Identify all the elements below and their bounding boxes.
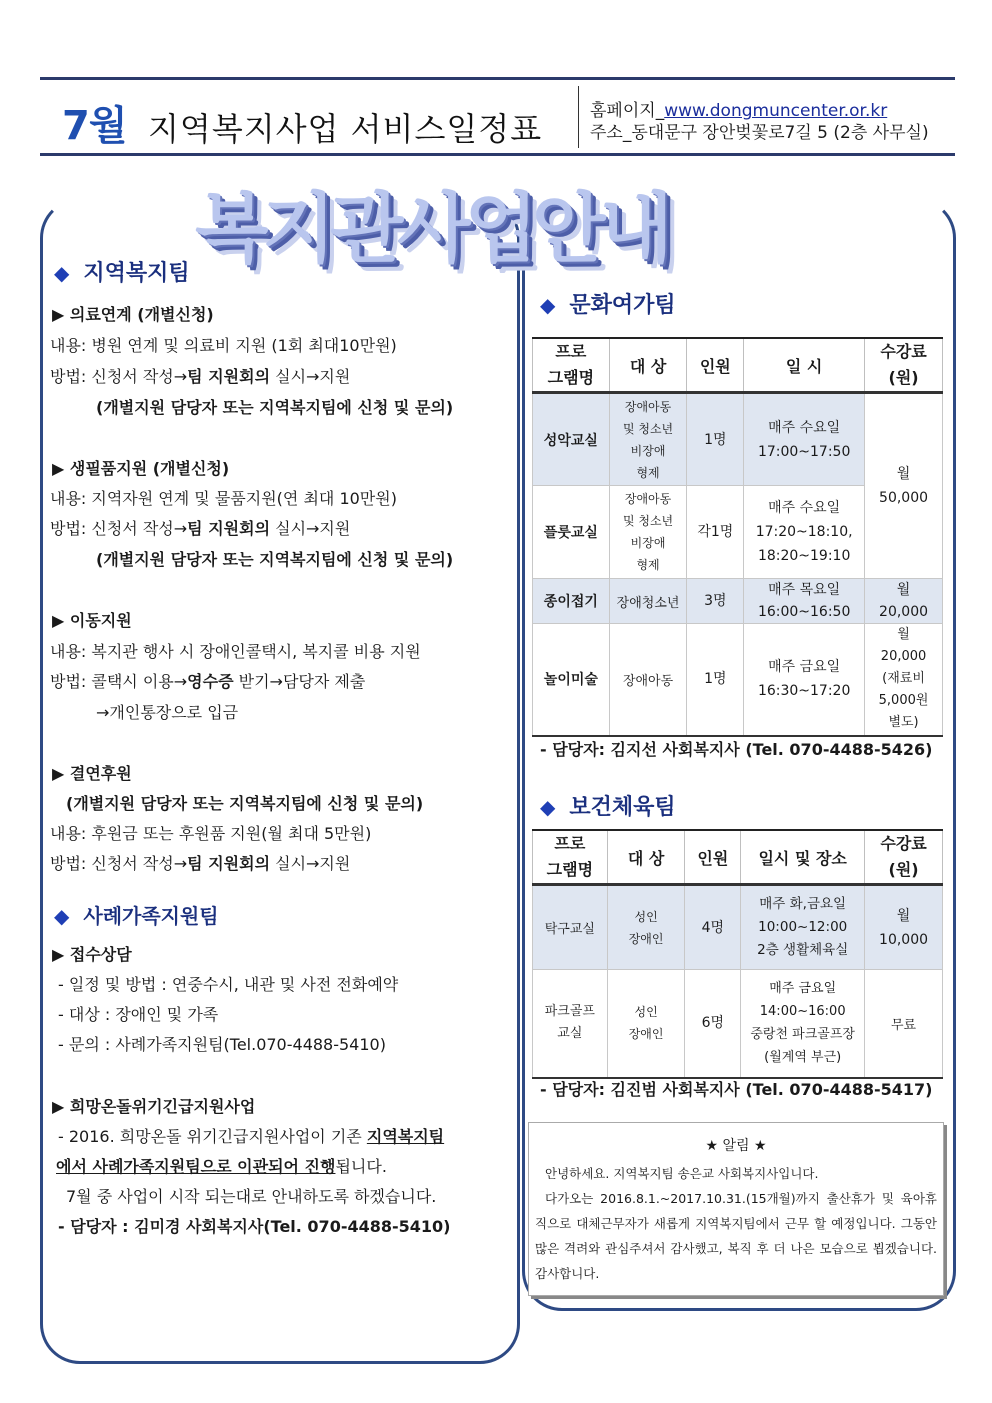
sponsor-method: 방법: 신청서 작성→팀 지원회의 실시→지원 xyxy=(50,854,351,873)
health-contact: - 담당자: 김진범 사회복지사 (Tel. 070-4488-5417) xyxy=(540,1080,933,1099)
program-people: 1명 xyxy=(687,624,744,736)
program-people: 각1명 xyxy=(687,486,744,579)
program-target: 성인 장애인 xyxy=(607,885,685,970)
header-top-rule xyxy=(40,77,955,80)
culture-header-row xyxy=(533,338,943,393)
health-header-row xyxy=(533,830,943,885)
homepage-label: 홈페이지_ xyxy=(590,101,665,121)
page-title: 지역복지사업 서비스일정표 xyxy=(148,110,543,148)
program-people: 4명 xyxy=(685,885,741,970)
program-target: 장애아동 xyxy=(609,624,687,736)
hope-line-1: - 2016. 희망온돌 위기긴급지원사업이 기존 지역복지팀 xyxy=(58,1127,445,1146)
program-target: 장애아동 및 청소년 비장애 형제 xyxy=(609,393,687,486)
move-method2: →개인통장으로 입금 xyxy=(96,703,239,722)
intake-line-3: - 문의 : 사례가족지원팀(Tel.070-4488-5410) xyxy=(58,1035,386,1054)
col-fee: 수강료 (원) xyxy=(865,830,943,885)
notice-greeting: 안녕하세요. 지역복지팀 송은교 사회복지사입니다. xyxy=(545,1166,819,1181)
program-name: 종이접기 xyxy=(533,579,610,624)
hope-head: ▶ 희망온돌위기긴급지원사업 xyxy=(52,1097,256,1116)
program-people: 3명 xyxy=(687,579,744,624)
notice-box xyxy=(528,1122,944,1296)
sponsor-note: (개별지원 담당자 또는 지역복지팀에 신청 및 문의) xyxy=(66,794,424,813)
health-table xyxy=(532,829,943,1079)
program-fee: 무료 xyxy=(865,970,943,1078)
col-people: 인원 xyxy=(685,830,741,885)
medical-note: (개별지원 담당자 또는 지역복지팀에 신청 및 문의) xyxy=(96,398,454,417)
hope-contact: - 담당자 : 김미경 사회복지사(Tel. 070-4488-5410) xyxy=(58,1217,451,1236)
col-people: 인원 xyxy=(687,338,744,393)
program-fee: 월 20,000 (재료비 5,000원 별도) xyxy=(865,624,943,736)
header-bottom-rule xyxy=(40,153,955,156)
table-row xyxy=(533,885,943,970)
col-time: 일시 및 장소 xyxy=(741,830,865,885)
intake-line-1: - 일정 및 방법 : 연중수시, 내관 및 사전 전화예약 xyxy=(58,975,399,994)
month-title: 7월 xyxy=(62,103,127,149)
table-row xyxy=(533,393,943,486)
notice-body: 다가오는 2016.8.1.~2017.10.31.(15개월)까지 출산휴가 및 육아휴직으로 대체근무자가 새롭게 지역복지팀에서 근무 할 예정입니다. 그동안 많은 격려와 관심주셔서 감사했고, 복직 후 더 나은 모습으로 뵙겠습니다. 감사합니다. xyxy=(535,1191,937,1281)
diamond-icon: ◆ xyxy=(540,293,556,317)
notice-title: ★ 알림 ★ xyxy=(705,1138,767,1154)
homepage-link[interactable]: www.dongmuncenter.or.kr xyxy=(664,101,888,121)
program-people: 1명 xyxy=(687,393,744,486)
col-target: 대 상 xyxy=(607,830,685,885)
table-row xyxy=(533,624,943,736)
banner-title: 복지관사업안내 xyxy=(195,184,667,273)
program-name: 플룻교실 xyxy=(533,486,610,579)
address-line: 주소_동대문구 장안벚꽃로7길 5 (2층 사무실) xyxy=(590,123,929,143)
intake-line-2: - 대상 : 장애인 및 가족 xyxy=(58,1005,219,1024)
medical-head: ▶ 의료연계 (개별신청) xyxy=(52,305,214,324)
goods-content: 내용: 지역자원 연계 및 물품지원(연 최대 10만원) xyxy=(50,489,397,508)
hope-line-2: 에서 사례가족지원팀으로 이관되어 진행됩니다. xyxy=(56,1157,387,1176)
program-time: 매주 목요일 16:00~16:50 xyxy=(744,579,865,624)
program-name: 놀이미술 xyxy=(533,624,610,736)
col-fee: 수강료 (원) xyxy=(865,338,943,393)
diamond-icon: ◆ xyxy=(540,795,556,819)
program-fee: 월 20,000 xyxy=(865,579,943,624)
medical-content: 내용: 병원 연계 및 의료비 지원 (1회 최대10만원) xyxy=(50,336,397,355)
section-title-health: ◆ 보건체육팀 xyxy=(540,795,676,820)
move-method: 방법: 콜택시 이용→영수증 받기→담당자 제출 xyxy=(50,672,366,691)
col-target: 대 상 xyxy=(609,338,687,393)
program-target: 성인 장애인 xyxy=(607,970,685,1078)
section-title-case-family: ◆ 사례가족지원팀 xyxy=(54,904,219,928)
program-people: 6명 xyxy=(685,970,741,1078)
program-time: 매주 수요일 17:00~17:50 xyxy=(744,393,865,486)
section-title-culture: ◆ 문화여가팀 xyxy=(540,293,676,318)
program-fee: 월 50,000 xyxy=(865,393,943,579)
intake-head: ▶ 접수상담 xyxy=(52,945,132,964)
diamond-icon: ◆ xyxy=(54,261,70,285)
section-title-community-welfare: ◆ 지역복지팀 xyxy=(54,261,190,286)
program-time: 매주 금요일 16:30~17:20 xyxy=(744,624,865,736)
diamond-icon: ◆ xyxy=(54,904,70,928)
col-program: 프로 그램명 xyxy=(533,830,608,885)
program-name: 탁구교실 xyxy=(533,885,608,970)
col-program: 프로 그램명 xyxy=(533,338,610,393)
table-row xyxy=(533,579,943,624)
program-time: 매주 금요일 14:00~16:00 중랑천 파크골프장 (월계역 부근) xyxy=(741,970,865,1078)
program-target: 장애청소년 xyxy=(609,579,687,624)
move-head: ▶ 이동지원 xyxy=(52,611,132,630)
program-time: 매주 수요일 17:20~18:10, 18:20~19:10 xyxy=(744,486,865,579)
col-time: 일 시 xyxy=(744,338,865,393)
program-name: 성악교실 xyxy=(533,393,610,486)
sponsor-content: 내용: 후원금 또는 후원품 지원(월 최대 5만원) xyxy=(50,824,372,843)
goods-method: 방법: 신청서 작성→팀 지원회의 실시→지원 xyxy=(50,519,351,538)
header-divider xyxy=(578,86,579,148)
culture-contact: - 담당자: 김지선 사회복지사 (Tel. 070-4488-5426) xyxy=(540,740,933,759)
program-fee: 월 10,000 xyxy=(865,885,943,970)
sponsor-head: ▶ 결연후원 xyxy=(52,764,132,783)
culture-table xyxy=(532,337,943,737)
goods-note: (개별지원 담당자 또는 지역복지팀에 신청 및 문의) xyxy=(96,550,454,569)
goods-head: ▶ 생필품지원 (개별신청) xyxy=(52,459,230,478)
medical-method: 방법: 신청서 작성→팀 지원회의 실시→지원 xyxy=(50,367,351,386)
move-content: 내용: 복지관 행사 시 장애인콜택시, 복지콜 비용 지원 xyxy=(50,642,421,661)
table-row xyxy=(533,970,943,1078)
hope-line-3: 7월 중 사업이 시작 되는대로 안내하도록 하겠습니다. xyxy=(66,1187,437,1206)
program-target: 장애아동 및 청소년 비장애 형제 xyxy=(609,486,687,579)
program-time: 매주 화,금요일 10:00~12:00 2층 생활체육실 xyxy=(741,885,865,970)
program-name: 파크골프 교실 xyxy=(533,970,608,1078)
